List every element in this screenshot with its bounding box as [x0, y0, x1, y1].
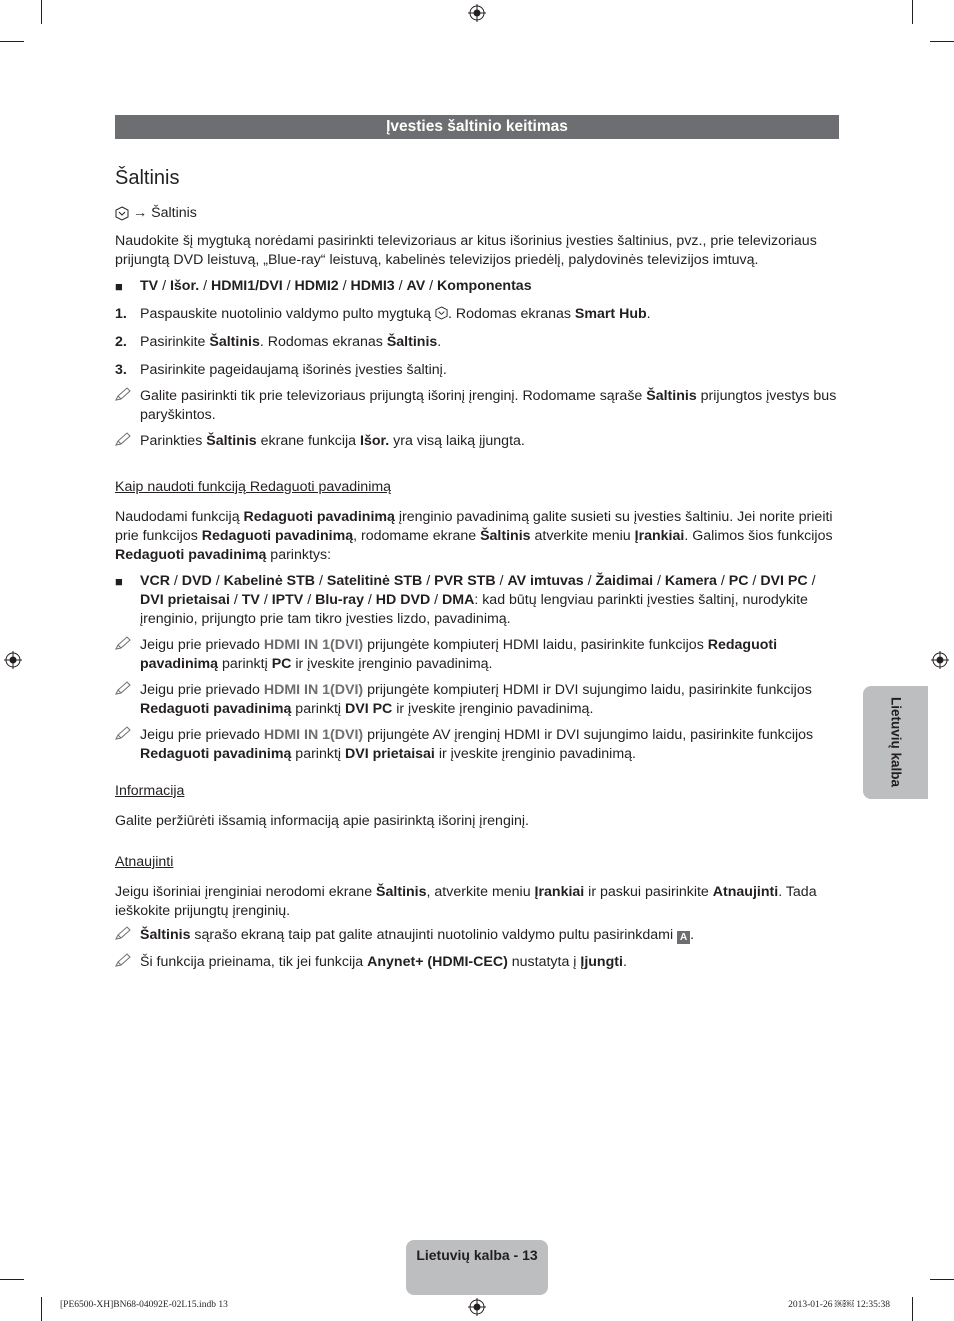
input-source-item: HDMI1/DVI [210, 278, 283, 294]
note-text: parinktį [218, 656, 272, 672]
device-name-item: PVR STB [434, 573, 496, 589]
device-name-item: Kabelinė STB [223, 573, 316, 589]
para-bold: Įrankiai [634, 528, 685, 544]
crop-mark [41, 1297, 42, 1321]
rename-note [115, 636, 839, 674]
note-bold: Šaltinis [646, 388, 697, 404]
para-text: Naudodami funkciją [115, 509, 244, 525]
a-button-icon: A [677, 931, 690, 944]
note-bold: Redaguoti pavadinimą [140, 746, 292, 762]
separator: / [315, 573, 327, 589]
para-bold: Redaguoti pavadinimą [201, 528, 354, 544]
note-text: . [690, 927, 695, 943]
note-text: prijungėte kompiuterį HDMI ir DVI sujungimo laidu, pasirinkite funkcijos [363, 682, 812, 698]
note-text: ekrane funkcija [256, 433, 361, 449]
step-text: Pasirinkite [140, 334, 210, 350]
note-text: Jeigu prie prievado [140, 637, 264, 653]
source-path-label: → Šaltinis [133, 205, 197, 221]
para-text: , atverkite meniu [426, 884, 535, 900]
note [115, 953, 839, 973]
rename-note [115, 681, 839, 719]
separator: / [422, 573, 435, 589]
registration-mark-icon [468, 1298, 486, 1316]
separator: / [158, 278, 170, 294]
note-bold: Anynet+ (HDMI-CEC) [367, 954, 508, 970]
para-bold: Atnaujinti [712, 884, 779, 900]
device-name-item: Kamera [664, 573, 717, 589]
para-bold: Redaguoti pavadinimą [243, 509, 395, 525]
step-number: 1. [115, 306, 127, 322]
device-name-item: Žaidimai [595, 573, 654, 589]
step-number: 3. [115, 362, 127, 378]
input-list [115, 277, 839, 296]
para-text: , rodomame ekrane [353, 528, 481, 544]
input-list-text [140, 277, 839, 296]
input-source-item: TV [140, 278, 159, 294]
rename-note [115, 726, 839, 764]
note-text: prijungėte AV įrenginį HDMI ir DVI sujungimo laidu, pasirinkite funkcijos [363, 727, 814, 743]
separator: / [303, 592, 316, 608]
square-bullet: ■ [115, 279, 123, 294]
note-text: Parinkties [140, 433, 207, 449]
device-list [115, 572, 839, 629]
input-source-item: Išor. [169, 278, 200, 294]
step-2 [115, 333, 839, 352]
info-paragraph: Galite peržiūrėti išsamią informaciją apie pasirinktą išorinį įrenginį. [115, 813, 529, 829]
separator: / [807, 573, 816, 589]
note-text: Jeigu prie prievado [140, 727, 264, 743]
para-text: parinktys: [266, 547, 332, 563]
input-source-item: HDMI3 [350, 278, 395, 294]
crop-mark [41, 0, 42, 24]
para-bold: Šaltinis [376, 884, 427, 900]
step-text: Paspauskite nuotolinio valdymo pulto mygtuką [140, 306, 435, 322]
subheading-refresh: Atnaujinti [115, 854, 174, 870]
separator: / [259, 592, 272, 608]
device-name-item: HD DVD [375, 592, 431, 608]
separator: / [363, 592, 376, 608]
separator: / [495, 573, 508, 589]
crop-mark [930, 41, 954, 42]
separator: / [425, 278, 437, 294]
note [115, 432, 839, 452]
device-name-item: DVI PC [760, 573, 808, 589]
note-bold: Redaguoti pavadinimą [140, 701, 292, 717]
pencil-note-icon [115, 387, 140, 425]
intro-paragraph: Naudokite šį mygtuką norėdami pasirinkti televizoriaus ar kitus išorinius įvesties šaltinius, pvz., prie televizoriaus prijungtą DVD leistuvą, „Blue-ray“ leistuvą, kabelinės televizijos priedėlį, palydovinės televizijos imtuvą. [115, 233, 817, 268]
section-banner: Įvesties šaltinio keitimas [115, 115, 839, 139]
para-bold: Redaguoti pavadinimą [115, 547, 267, 563]
pencil-note-icon [115, 953, 140, 973]
note-bold: Šaltinis [206, 433, 257, 449]
step-bold: Smart Hub [574, 306, 647, 322]
note-text: Ši funkcija prieinama, tik jei funkcija [140, 954, 368, 970]
rename-paragraph [115, 508, 839, 565]
device-name-item: IPTV [271, 592, 304, 608]
step-text: . [437, 334, 442, 350]
separator: / [211, 573, 224, 589]
note-text: ir įveskite įrenginio pavadinimą. [291, 656, 493, 672]
step-bold: Šaltinis [386, 334, 438, 350]
crop-mark [0, 41, 24, 42]
para-text: . Galimos šios funkcijos [684, 528, 833, 544]
device-name-item: AV imtuvas [507, 573, 584, 589]
device-name-item: VCR [140, 573, 170, 589]
note-bold: Išor. [360, 433, 390, 449]
note-text: prijungėte kompiuterį HDMI laidu, pasirinkite funkcijos [363, 637, 708, 653]
step-3 [115, 361, 839, 380]
separator: / [282, 278, 295, 294]
device-name-item: TV [241, 592, 260, 608]
device-name-item: Satelitinė STB [326, 573, 423, 589]
note-text: Galite pasirinkti tik prie televizoriaus prijungtą išorinį įrenginį. Rodomame sąraše [140, 388, 647, 404]
page-title: Šaltinis [115, 167, 180, 189]
note-text: nustatyta į [507, 954, 581, 970]
step-text: . [646, 306, 651, 322]
crop-mark [912, 1297, 913, 1321]
date-imprint: 2013-01-26 ￼￼ 12:35:38 [788, 1300, 890, 1310]
registration-mark-icon [468, 4, 486, 22]
note-bold: Įjungti [580, 954, 623, 970]
separator: / [748, 573, 761, 589]
refresh-paragraph [115, 883, 839, 921]
note-text: prijungtos įvestys bus paryškintos. [140, 388, 837, 423]
note [115, 387, 839, 425]
pencil-note-icon [115, 926, 140, 946]
source-path [115, 204, 839, 223]
para-text: ir paskui pasirinkite [584, 884, 713, 900]
para-text: Jeigu išoriniai įrenginiai nerodomi ekrane [115, 884, 377, 900]
page-content [115, 164, 839, 982]
note-text: parinktį [291, 701, 345, 717]
input-source-item: HDMI2 [294, 278, 339, 294]
para-bold: Šaltinis [480, 528, 531, 544]
separator: / [229, 592, 242, 608]
input-source-item: Komponentas [437, 278, 532, 294]
note-text: ir įveskite įrenginio pavadinimą. [434, 746, 636, 762]
note-bold: PC [271, 656, 292, 672]
file-imprint: [PE6500-XH]BN68-04092E-02L15.indb 13 [60, 1300, 228, 1310]
port-label: HDMI IN 1(DVI) [263, 637, 364, 653]
crop-mark [930, 1279, 954, 1280]
device-name-item: DVD [181, 573, 212, 589]
crop-mark [912, 0, 913, 24]
para-bold: Įrankiai [534, 884, 585, 900]
step-text: Pasirinkite pageidaujamą išorinės įvesties šaltinį. [140, 362, 447, 378]
separator: / [199, 278, 211, 294]
separator: / [169, 573, 182, 589]
device-name-item: DMA [442, 592, 475, 608]
separator: / [430, 592, 443, 608]
pencil-note-icon [115, 432, 140, 452]
note-bold: DVI prietaisai [344, 746, 435, 762]
step-1 [115, 305, 839, 324]
input-source-item: AV [406, 278, 426, 294]
language-side-tab-label: Lietuvių kalba [888, 696, 904, 788]
step-text: . Rodomas ekranas [259, 334, 387, 350]
note-text: sąrašo ekraną taip pat galite atnaujinti nuotolinio valdymo pultu pasirinkdami [190, 927, 678, 943]
device-name-item: Blu-ray [315, 592, 364, 608]
pencil-note-icon [115, 636, 140, 674]
port-label: HDMI IN 1(DVI) [263, 727, 364, 743]
note-bold: Redaguoti pavadinimą [140, 637, 778, 672]
registration-mark-icon [931, 651, 949, 669]
footer-page-label: Lietuvių kalba - 13 [416, 1247, 538, 1263]
note-text: Jeigu prie prievado [140, 682, 264, 698]
device-list-tail: : kad būtų lengviau parinkti įvesties šaltinį, nurodykite įrenginio, prijungto prie tam tikro įvesties lizdo, pavadinimą. [140, 592, 808, 627]
device-name-item: DVI prietaisai [140, 592, 230, 608]
separator: / [338, 278, 351, 294]
step-bold: Šaltinis [209, 334, 260, 350]
device-name-item: PC [728, 573, 749, 589]
subheading-info: Informacija [115, 783, 185, 799]
note-bold: Šaltinis [140, 927, 191, 943]
note-text: yra visą laiką įjungta. [389, 433, 525, 449]
separator: / [653, 573, 665, 589]
note [115, 926, 839, 946]
para-text: įrenginio pavadinimą galite susieti su įvesties šaltiniu. Jei norite prieiti prie funkcijos [115, 509, 833, 544]
step-text: . Rodomas ekranas [447, 306, 575, 322]
para-text: atverkite meniu [530, 528, 635, 544]
pencil-note-icon [115, 681, 140, 719]
note-bold: DVI PC [344, 701, 393, 717]
note-text: . [622, 954, 627, 970]
step-number: 2. [115, 334, 127, 350]
square-bullet: ■ [115, 574, 123, 589]
subheading-rename: Kaip naudoti funkciją Redaguoti pavadinimą [115, 479, 392, 495]
separator: / [583, 573, 596, 589]
registration-mark-icon [4, 651, 22, 669]
crop-mark [0, 1279, 24, 1280]
source-input-icon [435, 306, 448, 320]
separator: / [394, 278, 407, 294]
note-text: parinktį [291, 746, 345, 762]
pencil-note-icon [115, 726, 140, 764]
para-text: . Tada ieškokite prijungtų įrenginių. [115, 884, 817, 919]
source-input-icon [115, 206, 129, 221]
note-text: ir įveskite įrenginio pavadinimą. [392, 701, 594, 717]
separator: / [716, 573, 729, 589]
port-label: HDMI IN 1(DVI) [263, 682, 364, 698]
